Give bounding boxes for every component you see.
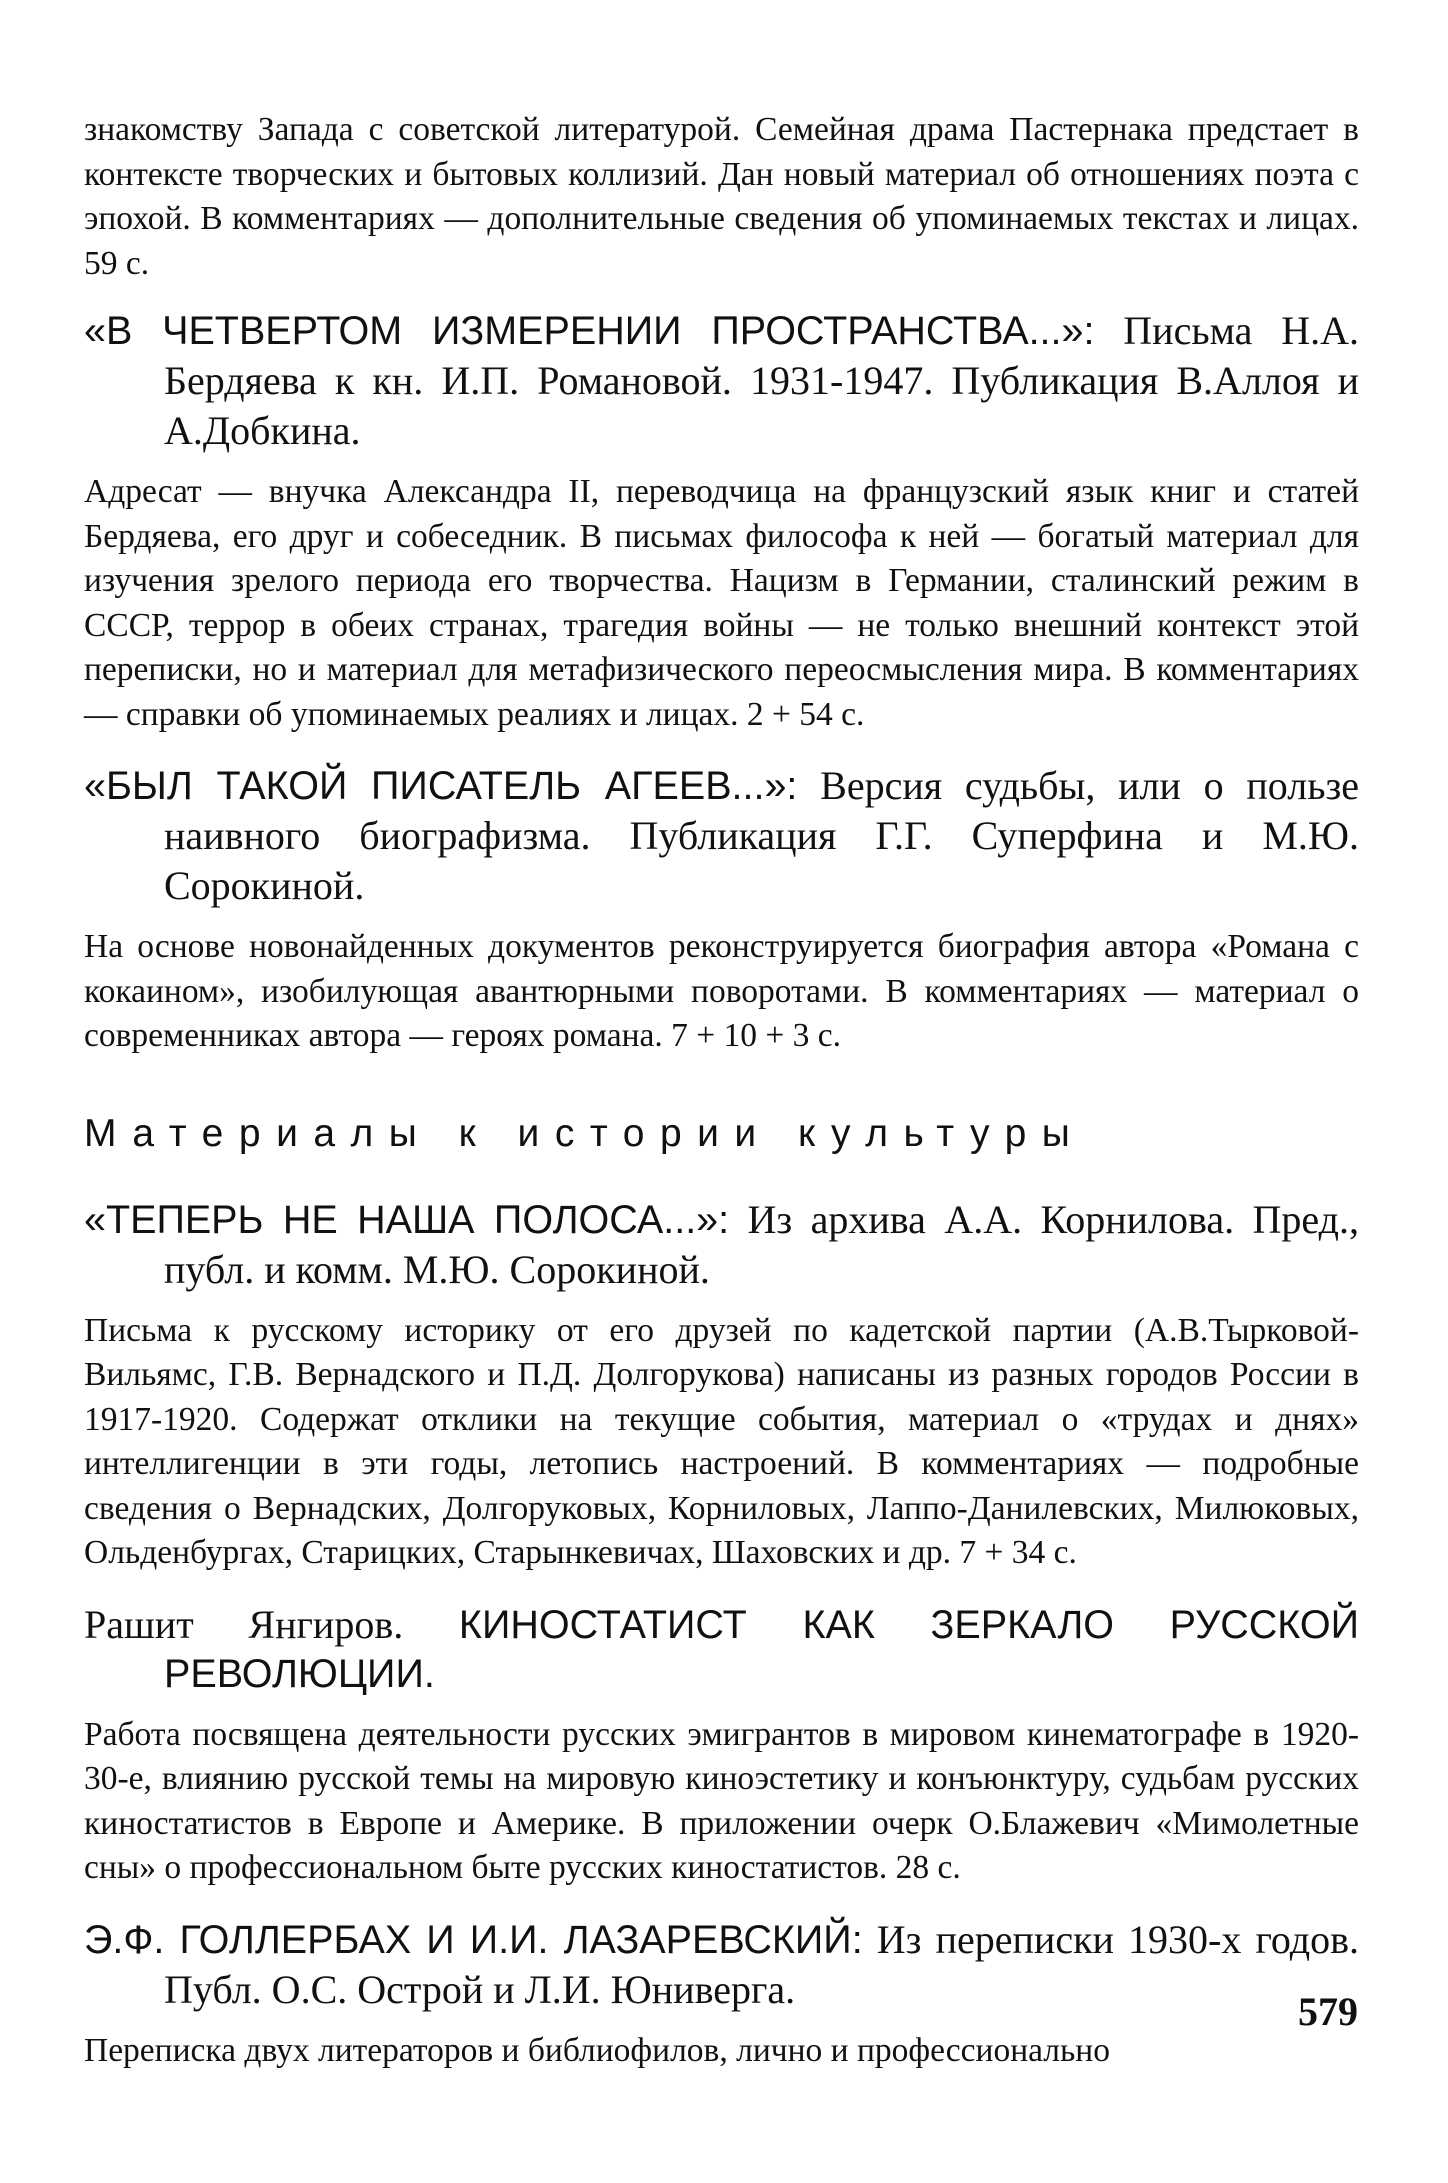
entry-title-rest: Версия судьбы, или о пользе наивного биографизма. Публикация Г.Г. Суперфина и М.Ю. Сорокиной. (164, 763, 1359, 908)
intro-paragraph: знакомству Запада с советской литературой. Семейная драма Пастернака предстает в контексте творческих и бытовых коллизий. Дан новый материал об отношениях поэта с эпохой. В комментариях — дополнительные сведения об упоминаемых текстах и лицах. 59 с. (84, 111, 1359, 282)
entry-heading-gollerbakh (84, 1915, 1359, 2015)
entry-title-rest: Из архива А.А. Корнилова. Пред., публ. и комм. М.Ю. Сорокиной. (164, 1196, 1359, 1292)
entry-heading-yangirov (84, 1600, 1359, 1699)
entry-annotation-kornilov: Письма к русскому историку от его друзей по кадетской партии (А.В.Тырковой-Вильямс, Г.В. Вернадского и П.Д. Долгорукова) написаны из разных городов России в 1917-1920. Содержат отклики на текущие события, материал о «трудах и днях» интеллигенции в эти годы, летопись настроений. В комментариях — подробные сведения о Вернадских, Долгоруковых, Корниловых, Лаппо-Данилевских, Милюковых, Ольденбургах, Старицких, Старынкевичах, Шаховских и др. 7 + 34 с. (84, 1311, 1359, 1571)
entry-title-caps: «В ЧЕТВЕРТОМ ИЗМЕРЕНИИ ПРОСТРАНСТВА...»: (84, 309, 1095, 353)
entry-author: Рашит Янгиров. (84, 1601, 404, 1647)
entry-annotation-gollerbakh: Переписка двух литераторов и библиофилов, лично и профессионально (84, 2031, 1110, 2069)
entry-annotation-ageev: На основе новонайденных документов реконструируется биография автора «Романа с кокаином», изобилующая авантюрными поворотами. В комментариях — материал о современниках автора — героях романа. 7 + 10 + 3 с. (84, 928, 1359, 1054)
page-number: 579 (1298, 1989, 1358, 2034)
entry-title-caps: КИНОСТАТИСТ КАК ЗЕРКАЛО РУССКОЙ РЕВОЛЮЦИИ. (164, 1602, 1359, 1696)
entry-title-caps: «БЫЛ ТАКОЙ ПИСАТЕЛЬ АГЕЕВ...»: (84, 764, 798, 808)
entry-title-rest: Из переписки 1930-х годов. Публ. О.С. Острой и Л.И. Юниверга. (164, 1916, 1359, 2012)
entry-heading-ageev (84, 761, 1359, 911)
entry-heading-berdyaev (84, 306, 1359, 456)
entry-title-caps: Э.Ф. ГОЛЛЕРБАХ И И.И. ЛАЗАРЕВСКИЙ: (84, 1917, 863, 1962)
entry-title-rest: Письма Н.А. Бердяева к кн. И.П. Романовой. 1931-1947. Публикация В.Аллоя и А.Добкина. (164, 308, 1359, 453)
entry-title-caps: «ТЕПЕРЬ НЕ НАША ПОЛОСА...»: (84, 1197, 730, 1242)
page-body (84, 108, 1359, 2081)
entry-annotation-yangirov: Работа посвящена деятельности русских эмигрантов в мировом кинематографе в 1920-30-е, влиянию русской темы на мировую киноэстетику и конъюнктуру, судьбам русских киностатистов в Европе и Америке. В приложении очерк О.Блажевич «Мимолетные сны» о профессиональном быте русских киностатистов. 28 с. (84, 1715, 1359, 1886)
entry-annotation-berdyaev: Адресат — внучка Александра II, переводчица на французский язык книг и статей Бердяева, его друг и собеседник. В письмах философа к ней — богатый материал для изучения зрелого периода его творчества. Нацизм в Германии, сталинский режим в СССР, террор в обеих странах, трагедия войны — не только внешний контекст этой переписки, но и материал для метафизического переосмысления мира. В комментариях — справки об упоминаемых реалиях и лицах. 2 + 54 с. (84, 473, 1359, 733)
section-title: Материалы к истории культуры (84, 1111, 1086, 1155)
entry-heading-kornilov (84, 1195, 1359, 1295)
